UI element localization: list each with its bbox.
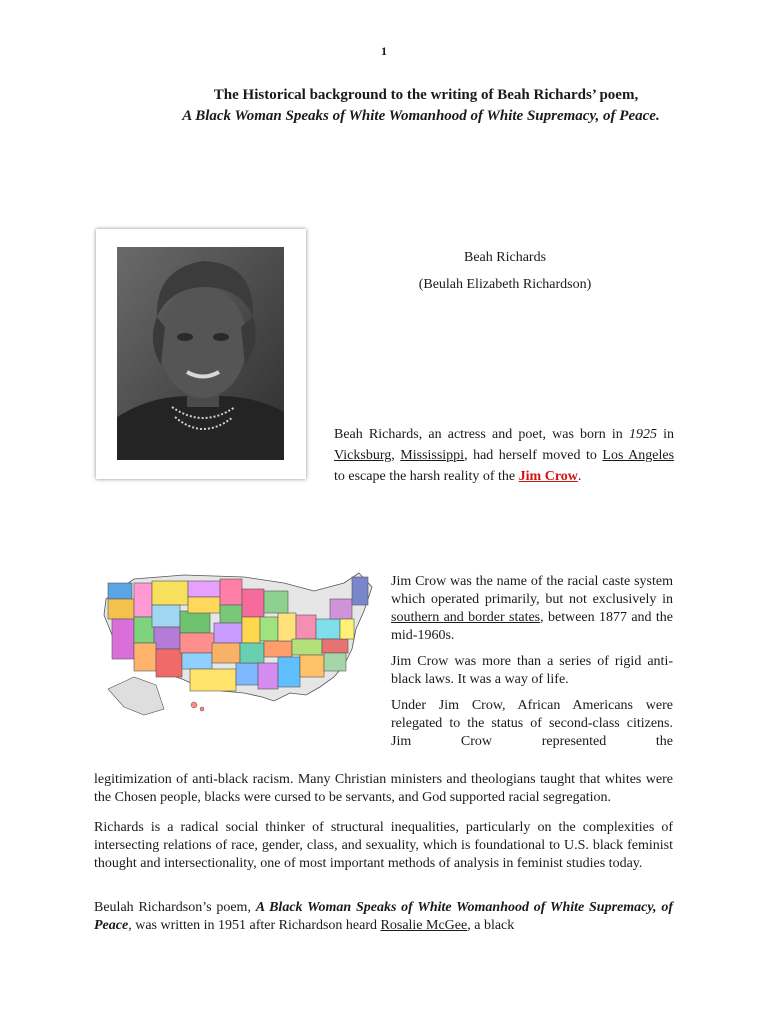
birth-year: 1925 bbox=[628, 427, 657, 442]
bio-text: , had herself moved to bbox=[464, 448, 603, 463]
link-los-angeles[interactable]: Los Angeles bbox=[602, 448, 675, 463]
jim-crow-column bbox=[391, 573, 673, 759]
paragraph-text: Jim Crow was the name of the racial caste system which operated primarily, but not exclusively in bbox=[391, 574, 673, 607]
bio-text: in bbox=[656, 427, 675, 442]
subject-name: Beah Richards bbox=[463, 250, 547, 265]
link-mississippi[interactable]: Mississippi bbox=[400, 448, 465, 463]
bio-text: Beah Richards, an actress and poet, was born in bbox=[334, 427, 629, 442]
paragraph-text: Beulah Richardson’s poem, bbox=[94, 900, 256, 915]
link-jim-crow[interactable]: Jim Crow bbox=[518, 469, 578, 484]
richards-paragraph: Richards is a radical social thinker of structural inequalities, particularly on the complexities of intersecting relations of race, gender, class, and sexuality, which is foundational to U.S. black feminist thought and intersectionality, one of most important methods of analysis in feminist studies today. bbox=[94, 820, 673, 871]
link-vicksburg[interactable]: Vicksburg bbox=[334, 448, 392, 463]
paragraph-text: , between 1877 and the mid-1960s. bbox=[391, 610, 673, 643]
link-southern-border-states[interactable]: southern and border states bbox=[391, 610, 541, 625]
poem-title: A Black Woman Speaks of White Womanhood of White Supremacy, of Peace. bbox=[182, 108, 660, 124]
bio-text: to escape the harsh reality of the bbox=[334, 469, 519, 484]
document-title: The Historical background to the writing of Beah Richards’ poem, bbox=[213, 87, 639, 103]
jim-crow-paragraph-3: Under Jim Crow, African Americans were relegated to the status of second-class citizens. Jim Crow represented the bbox=[391, 698, 673, 749]
us-states-map-icon bbox=[94, 569, 384, 721]
bio-text: , bbox=[391, 448, 401, 463]
bio-text: . bbox=[577, 469, 582, 484]
subject-fullname: (Beulah Elizabeth Richardson) bbox=[418, 277, 592, 292]
bio-paragraph bbox=[334, 424, 674, 487]
jim-crow-paragraph-3-continued: legitimization of anti-black racism. Many Christian ministers and theologians taught that whites were the Chosen people, blacks were cursed to be servants, and God supported racial segregation. bbox=[94, 772, 673, 805]
paragraph-text: , was written in 1951 after Richardson heard bbox=[128, 918, 381, 933]
paragraph-text: , a black bbox=[467, 918, 515, 933]
jim-crow-paragraph-2: Jim Crow was more than a series of rigid anti-black laws. It was a way of life. bbox=[391, 654, 673, 687]
poem-paragraph bbox=[94, 899, 673, 935]
jim-crow-paragraph-1 bbox=[391, 573, 673, 645]
portrait-photo-frame bbox=[96, 229, 306, 479]
page-number: 1 bbox=[381, 44, 387, 58]
link-rosalie-mcgee[interactable]: Rosalie McGee bbox=[380, 918, 468, 933]
poem-title-inline: A Black Woman Speaks of White Womanhood of White Supremacy, of Peace bbox=[94, 900, 673, 933]
portrait-photo-icon bbox=[117, 247, 284, 460]
